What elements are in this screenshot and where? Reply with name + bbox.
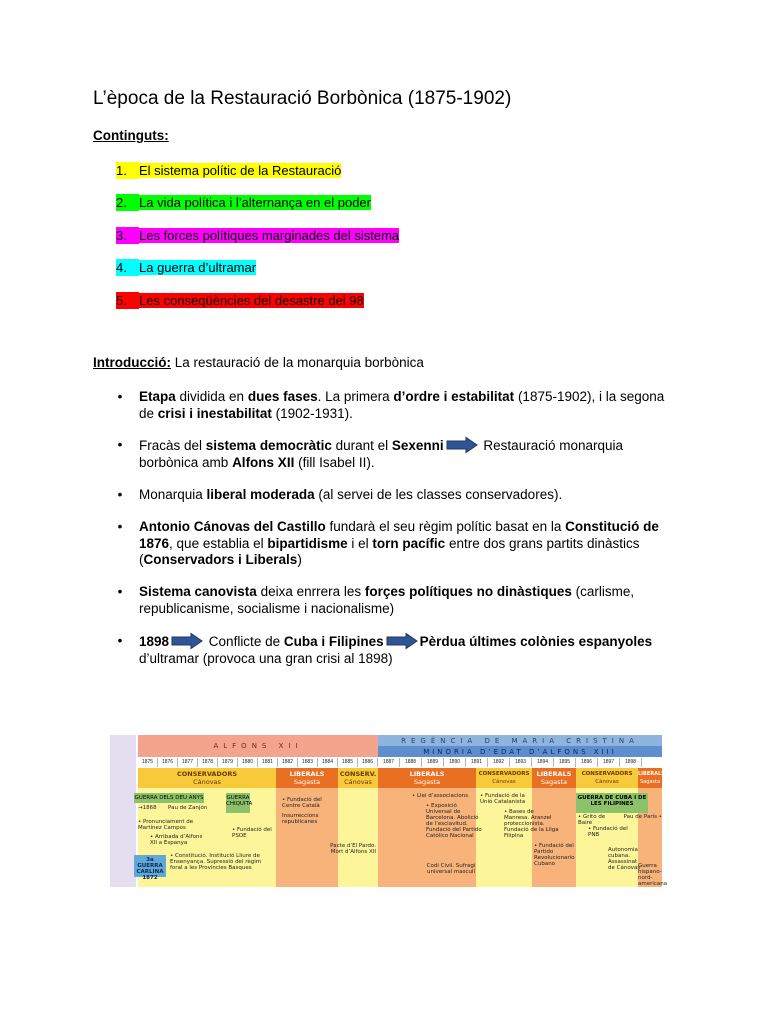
party-header — [576, 768, 638, 788]
text-run: (1875-1902), i la segona de — [139, 389, 665, 421]
guerra-deu-anys-box: GUERRA DELS DEU ANYS — [134, 795, 204, 801]
bold-text: torn pacífic — [372, 535, 446, 551]
bold-text: sistema democràtic — [205, 438, 332, 453]
toc-number: 1. — [116, 162, 139, 179]
party-header — [338, 768, 378, 788]
bold-text: Cuba i Filipines — [283, 634, 384, 649]
timeline-note: • Bases de Manresa. Aranzel proteccionista. Fundació de la Lliga Filipina — [504, 809, 559, 839]
year-cell: 1881 — [258, 758, 278, 767]
timeline-note: • Constitució. Institució Lliure de Ensenyança. Supressió del règim foral a les Províncies Basques — [170, 853, 262, 871]
party-header — [532, 768, 576, 788]
timeline-note: Pau de París • — [623, 814, 662, 820]
year-cell: 1883 — [298, 758, 318, 767]
year-cell: 1885 — [338, 758, 358, 767]
bold-text: Sistema canovista — [139, 584, 257, 599]
carlina-label: 3a GUERRA CARLINA — [136, 857, 164, 875]
party-name: CONSERVADORS — [478, 771, 530, 777]
regencia-label: REGÈNCIA DE MARIA CRISTINA — [401, 737, 639, 745]
carlina-year: 1872 — [142, 875, 158, 881]
bullet-text — [139, 437, 674, 471]
intro-line — [93, 355, 424, 370]
year-cell: 1875 — [138, 758, 158, 767]
party-leader: Cánovas — [344, 778, 372, 786]
year-cell: 1897 — [598, 758, 620, 767]
bullet-text — [139, 633, 674, 667]
right-arrow-icon — [386, 633, 418, 649]
bold-text: Constitució de 1876 — [139, 519, 659, 551]
text-run: (fill Isabel II). — [294, 454, 375, 470]
party-name: CONSERVADORS — [581, 771, 633, 777]
party-header — [638, 768, 665, 788]
bold-text: d’ordre i estabilitat — [393, 389, 515, 404]
bullet-dot-icon: • — [117, 437, 123, 452]
bold-text: Alfons XII — [232, 454, 295, 470]
year-cell: 1889 — [422, 758, 444, 767]
timeline-note: Pau de Zanjón — [168, 805, 208, 811]
text-run: Restauració monarquia borbònica amb — [139, 438, 623, 470]
bold-text: Etapa — [139, 389, 176, 404]
year-cell: 1895 — [554, 758, 576, 767]
timeline-note: Guerra hispano-nord-americana — [638, 863, 668, 887]
bullet-text — [139, 389, 674, 422]
bullet-dot-icon: • — [117, 584, 123, 599]
text-run: d’ultramar (provoca una gran crisi al 1898) — [139, 650, 393, 666]
party-leader: Cánovas — [492, 779, 516, 785]
intro-label: Introducció: — [93, 355, 171, 370]
guerra-cuba-box: GUERRA DE CUBA I DE LES FILIPINES — [576, 793, 648, 813]
year-cell: 1876 — [158, 758, 178, 767]
text-run: dividida en — [175, 389, 248, 404]
minoria-label: MINORIA D’EDAT D’ALFONS XIII — [423, 748, 617, 756]
party-leader: Sagasta — [293, 778, 321, 786]
timeline-figure — [110, 735, 668, 887]
timeline-note: →1868 — [138, 805, 157, 811]
toc-text: Les conseqüències del desastre del 98 — [139, 293, 364, 308]
text-run: Fracàs del — [139, 438, 206, 453]
party-name: LIBERALS — [289, 770, 325, 778]
toc-text: La guerra d’ultramar — [139, 260, 257, 275]
toc-number: 2. — [116, 194, 139, 211]
year-cell: 1891 — [466, 758, 488, 767]
intro-text: La restauració de la monarquia borbònica — [171, 355, 424, 370]
bold-text: crisi i inestabilitat — [157, 405, 272, 421]
bold-text: liberal moderada — [206, 487, 315, 502]
timeline-note: • Pronunciament de Martínez Campos — [138, 819, 194, 831]
year-cell: 1882 — [278, 758, 298, 767]
toc-text: Les forces polítiques marginades del sistema — [139, 228, 400, 243]
party-leader: Sagasta — [413, 778, 441, 786]
year-cell: 1898 — [620, 758, 642, 767]
timeline-note: • Grito de Baire — [578, 814, 606, 826]
guerra-chiquita-box: GUERRA CHIQUITA — [226, 793, 250, 813]
year-cell: 1877 — [178, 758, 198, 767]
text-run: (al servei de les classes conservadores). — [314, 487, 563, 502]
bold-text: 1898 — [139, 634, 170, 649]
toc-item-4 — [116, 259, 256, 276]
toc-number: 4. — [116, 259, 139, 276]
party-header — [276, 768, 338, 788]
text-run: fundarà el seu règim polític basat en la — [325, 519, 566, 534]
text-run: . La primera — [317, 389, 394, 404]
year-cell: 1892 — [488, 758, 510, 767]
year-cell: 1896 — [576, 758, 598, 767]
timeline-left-strip — [110, 735, 136, 887]
party-name: LIBERALS — [536, 770, 572, 778]
text-run: Conflicte de — [205, 634, 284, 649]
bullet-text — [139, 487, 674, 504]
toc-number: 3. — [116, 227, 139, 244]
year-cell: 1879 — [218, 758, 238, 767]
page-title: L’època de la Restauració Borbònica (1875-1902) — [93, 88, 512, 109]
text-run: , que establia el — [169, 535, 268, 551]
timeline-note: • Llei d’associacions — [412, 793, 469, 799]
text-run: deixa enrrera les — [256, 584, 365, 599]
year-cell: 1893 — [510, 758, 532, 767]
year-cell: 1886 — [358, 758, 378, 767]
period-conservadors-2 — [338, 788, 378, 887]
timeline-note: Codi Civil. Sufragi universal masculí — [426, 863, 476, 875]
right-arrow-icon — [171, 633, 203, 649]
bullet-dot-icon: • — [117, 389, 123, 404]
party-name: LIBERALS — [638, 771, 665, 777]
bold-text: Antonio Cánovas del Castillo — [139, 519, 326, 534]
year-cell: 1890 — [444, 758, 466, 767]
bold-text: Pèrdua últimes colònies espanyoles — [419, 634, 653, 649]
text-run: i el — [347, 535, 373, 551]
text-run: (carlisme, republicanisme, socialisme i nacionalisme) — [139, 584, 635, 616]
toc-item-3 — [116, 227, 399, 244]
party-header — [476, 768, 532, 788]
timeline-note: • Arribada d’Alfons XII a Espanya — [150, 834, 203, 846]
bullet-dot-icon: • — [117, 633, 123, 648]
right-arrow-icon — [446, 437, 478, 453]
year-cell: 1894 — [532, 758, 554, 767]
party-header — [138, 768, 276, 788]
toc-text: La vida política i l’alternança en el poder — [139, 195, 371, 210]
bullet-text — [139, 519, 674, 569]
timeline-note: • Fundació de la Unió Catalanista — [480, 793, 526, 805]
party-leader: Cánovas — [595, 779, 619, 785]
text-run: durant el — [331, 438, 392, 453]
bullet-dot-icon: • — [117, 519, 123, 534]
timeline-note: Pacte d’El Pardo. Mort d’Alfons XII — [330, 843, 376, 855]
party-header — [378, 768, 476, 788]
party-name: CONSERV. — [339, 770, 377, 778]
bold-text: forçes polítiques no dinàstiques — [364, 584, 572, 599]
text-run: (1902-1931). — [271, 405, 353, 421]
timeline-note: • Exposició Universal de Barcelona. Abolició de l’esclavitud. Fundació del Partido Católico Nacional — [426, 803, 482, 839]
year-cell: 1880 — [238, 758, 258, 767]
contents-heading: Continguts: — [93, 128, 169, 143]
party-leader: Sagasta — [639, 779, 661, 785]
toc-text: El sistema polític de la Restauració — [139, 163, 342, 178]
timeline-note: • Fundació del Centre Català — [282, 797, 322, 809]
party-name: LIBERALS — [409, 770, 445, 778]
text-run: entre dos grans partits dinàstics ( — [139, 535, 640, 567]
timeline-note: • Fundació del PSOE — [232, 827, 272, 839]
alfons-xii-label: ALFONS XII — [213, 742, 303, 750]
bold-text: Conservadors i Liberals — [143, 552, 298, 567]
text-run: Monarquia — [139, 487, 207, 502]
text-run: ) — [297, 552, 302, 567]
timeline-note: • Fundació del Partido Revolucionario Cubano — [534, 843, 575, 867]
bold-text: dues fases — [247, 389, 318, 404]
year-cell: 1884 — [318, 758, 338, 767]
party-leader: Sagasta — [540, 778, 568, 786]
toc-number: 5. — [116, 292, 139, 309]
party-name: CONSERVADORS — [176, 770, 238, 778]
party-leader: Cánovas — [193, 778, 221, 786]
timeline-note: • Fundació del PNB — [588, 826, 628, 838]
bullet-text — [139, 584, 674, 617]
year-cell: 1887 — [378, 758, 400, 767]
year-cell: 1878 — [198, 758, 218, 767]
year-cell: 1888 — [400, 758, 422, 767]
bold-text: bipartidisme — [267, 535, 348, 551]
bold-text: Sexenni — [391, 438, 444, 453]
toc-item-2 — [116, 194, 371, 211]
timeline-note: Autonomia cubana. Assassinat de Cánovas — [608, 847, 641, 871]
toc-item-1 — [116, 162, 341, 179]
bullet-dot-icon: • — [117, 487, 123, 502]
timeline-note: Insurreccions republicanes — [282, 813, 319, 825]
carlina-box — [134, 855, 166, 881]
toc-item-5 — [116, 292, 364, 309]
